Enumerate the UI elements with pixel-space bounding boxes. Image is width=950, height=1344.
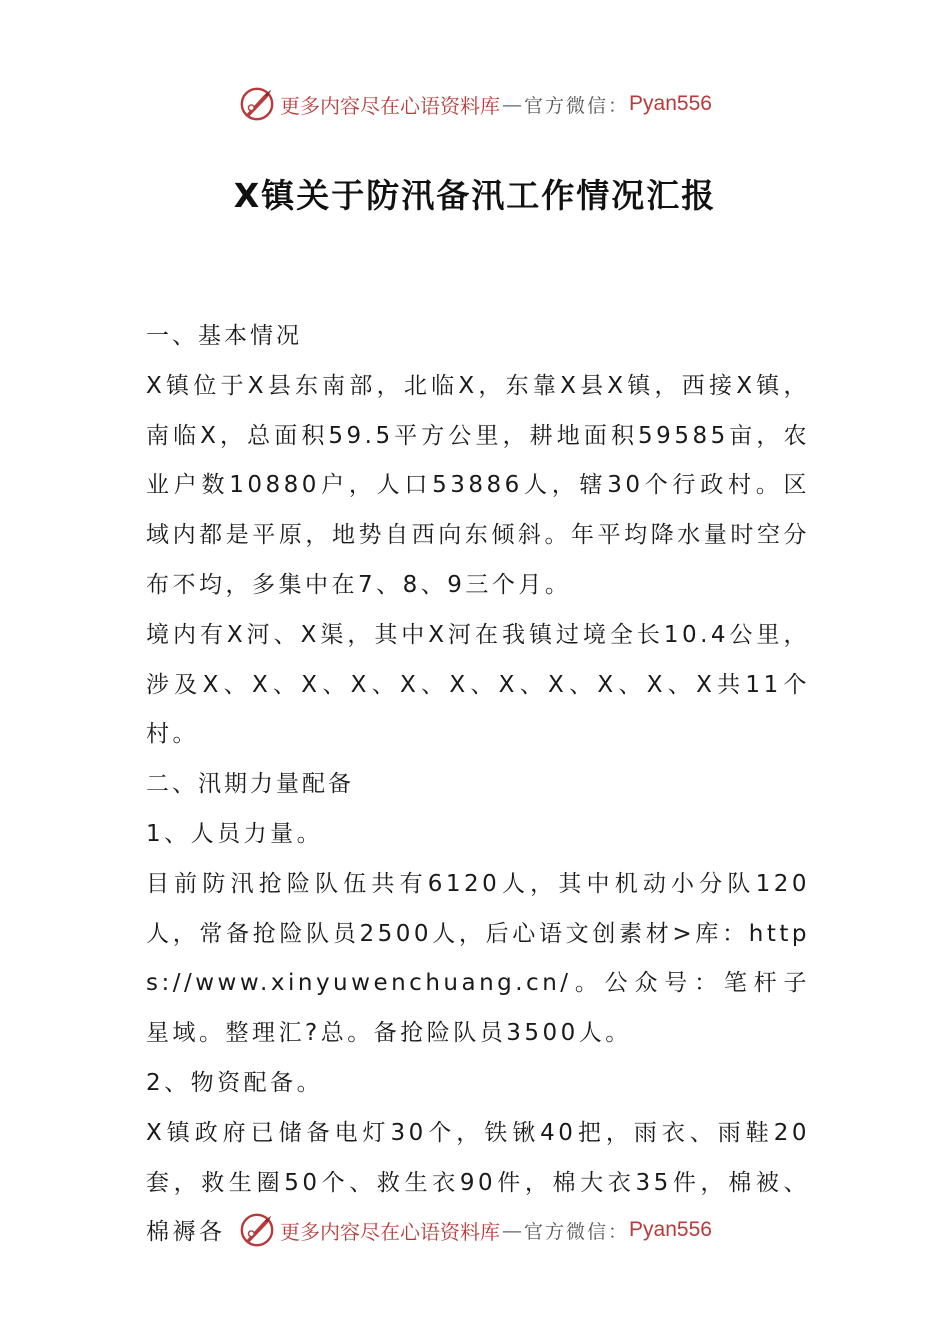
banner-wechat-id: Pyan556 — [629, 92, 712, 115]
section-heading-forces: 二、汛期力量配备 — [146, 771, 354, 798]
banner-site-text: 更多内容尽在心语资料库 — [280, 1219, 501, 1244]
quill-logo-icon — [238, 1211, 276, 1249]
banner-wechat-id: Pyan556 — [629, 1218, 712, 1241]
header-watermark-banner — [0, 80, 950, 128]
footer-watermark-banner — [0, 1206, 950, 1254]
banner-dash: — — [502, 1218, 523, 1242]
banner-wechat-label: 官方微信： — [524, 1220, 630, 1243]
paragraph-overview: X镇位于X县东南部，北临X，东靠X县X镇，西接X镇，南临X，总面积59.5平方公里，耕地面积59585亩，农业户数10880户，人口53886人，辖30个行政村。区域内都是平原，地势自西向东倾斜。年平均降水量时空分布不均，多集中在7、8、9三个月。 — [146, 372, 810, 598]
quill-logo-icon — [238, 85, 276, 123]
subheading-supplies: 2、物资配备。 — [146, 1069, 324, 1096]
banner-wechat-label: 官方微信： — [524, 94, 630, 117]
paragraph-rivers: 境内有X河、X渠，其中X河在我镇过境全长10.4公里，涉及X、X、X、X、X、X、X、X、X、X、X共11个村。 — [146, 621, 810, 748]
document-title: X镇关于防汛备汛工作情况汇报 — [233, 176, 717, 215]
document-body — [146, 312, 810, 1258]
subheading-personnel: 1、人员力量。 — [146, 820, 324, 847]
paragraph-supplies: X镇政府已储备电灯30个，铁锹40把，雨衣、雨鞋20套，救生圈50个、救生衣90件，棉大衣35件，棉被、棉褥各 — [146, 1119, 810, 1246]
section-heading-basic: 一、基本情况 — [146, 323, 302, 349]
banner-dash: — — [502, 92, 523, 116]
paragraph-personnel: 目前防汛抢险队伍共有6120人，其中机动小分队120人，常备抢险队员2500人，后心语文创素材>库：https://www.xinyuwenchuang.cn/。公众号：笔杆子星域。整理汇?总。备抢险队员3500人。 — [146, 870, 810, 1047]
banner-site-text: 更多内容尽在心语资料库 — [280, 93, 501, 118]
